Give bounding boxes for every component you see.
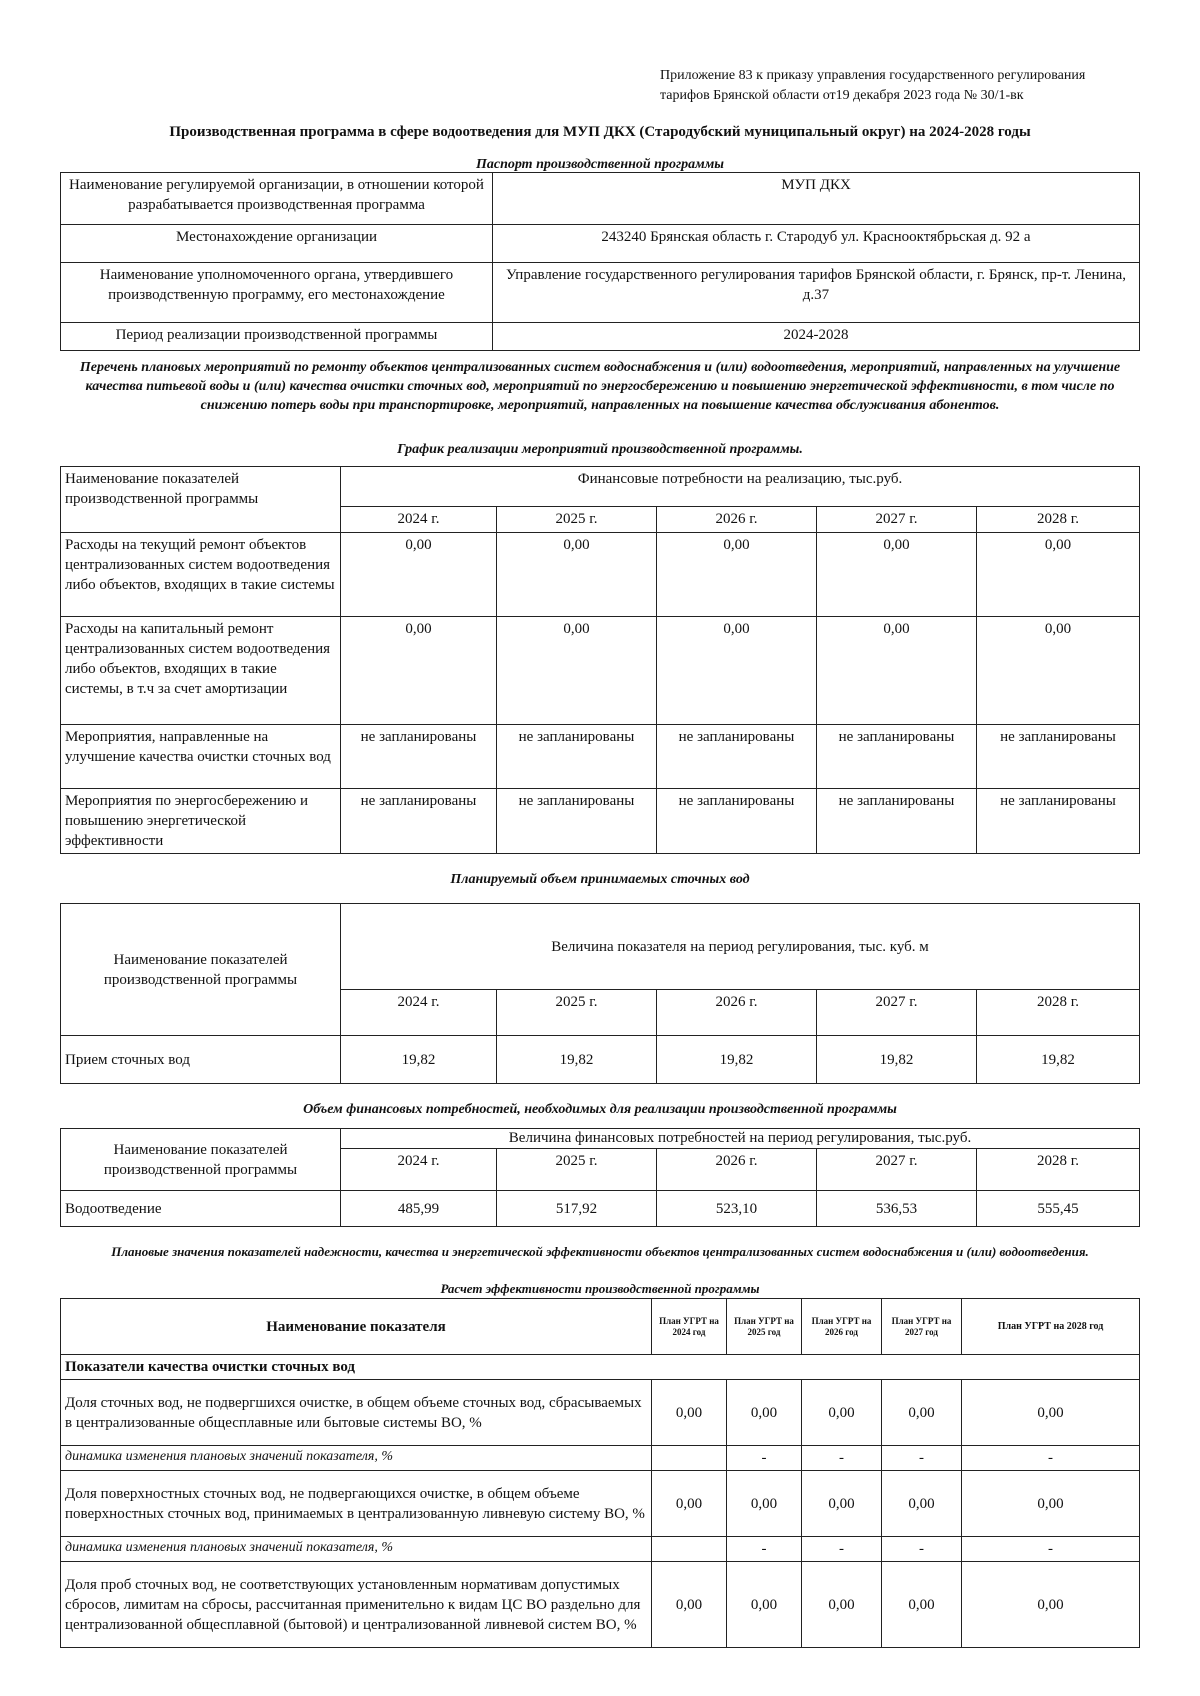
row-label: Прием сточных вод bbox=[61, 1036, 341, 1084]
year-header: 2028 г. bbox=[977, 507, 1140, 533]
year-header: 2026 г. bbox=[657, 507, 817, 533]
cell-value: не запланированы bbox=[977, 789, 1140, 854]
volume-group-header: Величина показателя на период регулирования, тыс. куб. м bbox=[341, 904, 1140, 990]
row-label: динамика изменения плановых значений показателя, % bbox=[61, 1537, 652, 1562]
passport-caption: Паспорт производственной программы bbox=[475, 157, 725, 172]
row-label: Расходы на капитальный ремонт централизованных систем водоотведения либо объектов, входящих в такие системы, в т.ч за счет амортизации bbox=[61, 617, 341, 725]
cell-value: 19,82 bbox=[341, 1036, 497, 1084]
table-row bbox=[61, 1537, 1140, 1562]
row-label: Водоотведение bbox=[61, 1191, 341, 1227]
row-label: Доля поверхностных сточных вод, не подвергающихся очистке, в общем объеме поверхностных сточных вод, принимаемых в централизованную ливневую систему ВО, % bbox=[61, 1471, 652, 1537]
passport-value: 243240 Брянская область г. Стародуб ул. Краснооктябрьская д. 92 а bbox=[493, 225, 1140, 263]
row-label: Доля проб сточных вод, не соответствующих установленным нормативам допустимых сбросов, лимитам на сбросы, рассчитанная применительно к видам ЦС ВО раздельно для централизованной общесплавной (бытовой) и централизованной ливневой систем ВО, % bbox=[61, 1562, 652, 1648]
finance-col-header: Наименование показателей производственной программы bbox=[61, 1129, 341, 1191]
passport-label: Наименование уполномоченного органа, утвердившего производственную программу, его местонахождение bbox=[61, 263, 493, 323]
plan-header: План УГРТ на 2026 год bbox=[802, 1299, 882, 1355]
cell-value: - bbox=[962, 1446, 1140, 1471]
year-header: 2027 г. bbox=[817, 507, 977, 533]
plan-header: План УГРТ на 2025 год bbox=[727, 1299, 802, 1355]
passport-row bbox=[61, 323, 1140, 351]
cell-value: 0,00 bbox=[962, 1471, 1140, 1537]
year-header: 2025 г. bbox=[497, 1149, 657, 1191]
cell-value: 0,00 bbox=[652, 1380, 727, 1446]
cell-value: 0,00 bbox=[817, 533, 977, 617]
finance-group-header: Величина финансовых потребностей на период регулирования, тыс.руб. bbox=[341, 1129, 1140, 1149]
table-row bbox=[61, 725, 1140, 789]
row-label: динамика изменения плановых значений показателя, % bbox=[61, 1446, 652, 1471]
cell-value: 485,99 bbox=[341, 1191, 497, 1227]
cell-value: 0,00 bbox=[882, 1562, 962, 1648]
table-row bbox=[61, 1036, 1140, 1084]
year-header: 2028 г. bbox=[977, 1149, 1140, 1191]
cell-value: 19,82 bbox=[497, 1036, 657, 1084]
cell-value: 19,82 bbox=[977, 1036, 1140, 1084]
cell-value: - bbox=[802, 1537, 882, 1562]
cell-value: 0,00 bbox=[652, 1562, 727, 1648]
cell-value: не запланированы bbox=[497, 725, 657, 789]
appendix-line-1: Приложение 83 к приказу управления государственного регулирования bbox=[660, 68, 1086, 83]
cell-value: 0,00 bbox=[882, 1380, 962, 1446]
year-header: 2025 г. bbox=[497, 990, 657, 1036]
cell-value: 0,00 bbox=[727, 1471, 802, 1537]
year-header: 2024 г. bbox=[341, 507, 497, 533]
row-label: Доля сточных вод, не подвергшихся очистке, в общем объеме сточных вод, сбрасываемых в централизованные общесплавные или бытовые системы ВО, % bbox=[61, 1380, 652, 1446]
table-row bbox=[61, 789, 1140, 854]
year-header: 2026 г. bbox=[657, 990, 817, 1036]
cell-value: 0,00 bbox=[727, 1380, 802, 1446]
cell-value: 0,00 bbox=[882, 1471, 962, 1537]
table-row bbox=[61, 617, 1140, 725]
cell-value: 0,00 bbox=[977, 533, 1140, 617]
cell-value bbox=[652, 1446, 727, 1471]
passport-label: Наименование регулируемой организации, в отношении которой разрабатывается производственная программа bbox=[61, 173, 493, 225]
appendix-line-2: тарифов Брянской области от19 декабря 2023 года № 30/1-вк bbox=[660, 88, 1024, 103]
cell-value: 0,00 bbox=[497, 617, 657, 725]
passport-row bbox=[61, 225, 1140, 263]
measures-caption: Перечень плановых мероприятий по ремонту объектов централизованных систем водоснабжения и (или) водоотведения, мероприятий, направленных на улучшение качества питьевой воды и (или) качества очистки сточных вод, мероприятий по энергосбережению и повышению энергетической эффективности, в том числе по снижению потерь воды при транспортировке, мероприятий, направленных на повышение качества обслуживания абонентов. bbox=[79, 360, 1121, 413]
row-label: Мероприятия по энергосбережению и повышению энергетической эффективности bbox=[61, 789, 341, 854]
year-header: 2024 г. bbox=[341, 1149, 497, 1191]
year-header: 2025 г. bbox=[497, 507, 657, 533]
plan-header: План УГРТ на 2027 год bbox=[882, 1299, 962, 1355]
cell-value: не запланированы bbox=[977, 725, 1140, 789]
measures-col-header: Наименование показателей производственной программы bbox=[61, 467, 341, 533]
cell-value bbox=[652, 1537, 727, 1562]
cell-value: 19,82 bbox=[817, 1036, 977, 1084]
cell-value: - bbox=[882, 1537, 962, 1562]
passport-label: Местонахождение организации bbox=[61, 225, 493, 263]
document-title: Производственная программа в сфере водоотведения для МУП ДКХ (Стародубский муниципальный округ) на 2024-2028 годы bbox=[169, 124, 1031, 140]
cell-value: не запланированы bbox=[817, 725, 977, 789]
cell-value: 0,00 bbox=[802, 1380, 882, 1446]
year-header: 2028 г. bbox=[977, 990, 1140, 1036]
passport-value: МУП ДКХ bbox=[493, 173, 1140, 225]
passport-label: Период реализации производственной программы bbox=[61, 323, 493, 351]
cell-value: не запланированы bbox=[817, 789, 977, 854]
cell-value: 0,00 bbox=[802, 1562, 882, 1648]
cell-value: не запланированы bbox=[657, 789, 817, 854]
year-header: 2027 г. bbox=[817, 1149, 977, 1191]
cell-value: 0,00 bbox=[962, 1562, 1140, 1648]
cell-value: - bbox=[727, 1537, 802, 1562]
row-label: Расходы на текущий ремонт объектов централизованных систем водоотведения либо объектов, входящих в такие системы bbox=[61, 533, 341, 617]
passport-table bbox=[60, 172, 1140, 351]
measures-table bbox=[60, 466, 1140, 854]
passport-value: 2024-2028 bbox=[493, 323, 1140, 351]
cell-value: 0,00 bbox=[341, 533, 497, 617]
volume-table bbox=[60, 903, 1140, 1084]
table-row bbox=[61, 1471, 1140, 1537]
cell-value: 0,00 bbox=[817, 617, 977, 725]
cell-value: 0,00 bbox=[657, 617, 817, 725]
finance-caption: Объем финансовых потребностей, необходимых для реализации производственной программы bbox=[303, 1102, 897, 1117]
efficiency-caption: Плановые значения показателей надежности, качества и энергетической эффективности объектов централизованных систем водоснабжения и (или) водоотведения. bbox=[111, 1244, 1089, 1259]
measures-group-header: Финансовые потребности на реализацию, тыс.руб. bbox=[341, 467, 1140, 507]
cell-value: 0,00 bbox=[977, 617, 1140, 725]
plan-header: План УГРТ на 2024 год bbox=[652, 1299, 727, 1355]
year-header: 2024 г. bbox=[341, 990, 497, 1036]
passport-value: Управление государственного регулирования тарифов Брянской области, г. Брянск, пр-т. Ленина, д.37 bbox=[493, 263, 1140, 323]
cell-value: 517,92 bbox=[497, 1191, 657, 1227]
cell-value: не запланированы bbox=[657, 725, 817, 789]
cell-value: 0,00 bbox=[341, 617, 497, 725]
cell-value: - bbox=[802, 1446, 882, 1471]
efficiency-section-header: Показатели качества очистки сточных вод bbox=[61, 1355, 1140, 1380]
cell-value: 536,53 bbox=[817, 1191, 977, 1227]
row-label: Мероприятия, направленные на улучшение качества очистки сточных вод bbox=[61, 725, 341, 789]
year-header: 2026 г. bbox=[657, 1149, 817, 1191]
cell-value: 0,00 bbox=[802, 1471, 882, 1537]
appendix-note bbox=[660, 66, 1085, 106]
table-row bbox=[61, 1446, 1140, 1471]
year-header: 2027 г. bbox=[817, 990, 977, 1036]
cell-value: 0,00 bbox=[727, 1562, 802, 1648]
cell-value: - bbox=[882, 1446, 962, 1471]
cell-value: 555,45 bbox=[977, 1191, 1140, 1227]
table-row bbox=[61, 1191, 1140, 1227]
cell-value: 0,00 bbox=[652, 1471, 727, 1537]
cell-value: - bbox=[727, 1446, 802, 1471]
passport-row bbox=[61, 173, 1140, 225]
cell-value: не запланированы bbox=[341, 725, 497, 789]
efficiency-col-header: Наименование показателя bbox=[61, 1299, 652, 1355]
passport-row bbox=[61, 263, 1140, 323]
efficiency-table bbox=[60, 1298, 1140, 1648]
volume-caption: Планируемый объем принимаемых сточных вод bbox=[450, 872, 750, 887]
table-row bbox=[61, 1562, 1140, 1648]
cell-value: не запланированы bbox=[341, 789, 497, 854]
finance-table bbox=[60, 1128, 1140, 1227]
cell-value: не запланированы bbox=[497, 789, 657, 854]
volume-col-header: Наименование показателей производственной программы bbox=[61, 904, 341, 1036]
table-row bbox=[61, 1380, 1140, 1446]
cell-value: 19,82 bbox=[657, 1036, 817, 1084]
efficiency-subcaption: Расчет эффективности производственной программы bbox=[440, 1281, 760, 1296]
cell-value: 0,00 bbox=[657, 533, 817, 617]
cell-value: - bbox=[962, 1537, 1140, 1562]
cell-value: 0,00 bbox=[962, 1380, 1140, 1446]
table-row bbox=[61, 533, 1140, 617]
cell-value: 0,00 bbox=[497, 533, 657, 617]
measures-subcaption: График реализации мероприятий производственной программы. bbox=[397, 442, 803, 457]
cell-value: 523,10 bbox=[657, 1191, 817, 1227]
plan-header: План УГРТ на 2028 год bbox=[962, 1299, 1140, 1355]
